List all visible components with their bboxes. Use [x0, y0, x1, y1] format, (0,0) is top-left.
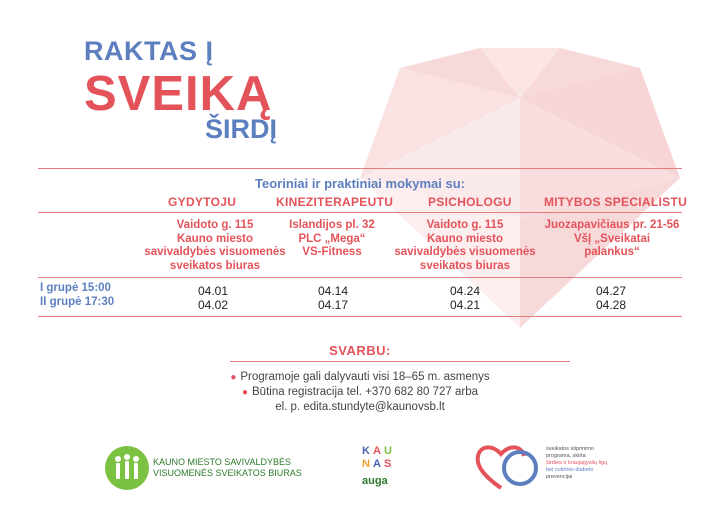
column-header-nutritionist: MITYBOS SPECIALISTU	[544, 195, 688, 209]
subtitle: Teoriniai ir praktiniai mokymai su:	[255, 176, 465, 191]
important-heading: SVARBU:	[329, 343, 391, 358]
svg-text:A: A	[373, 458, 381, 470]
program-line: sveikatos stiprinimo	[546, 446, 594, 452]
column-header-physio: KINEZITERAPEUTU	[276, 195, 394, 209]
title-line-1: RAKTAS Į	[84, 36, 214, 66]
note-age	[0, 371, 720, 383]
address-line: Vaidoto g. 115	[176, 219, 254, 231]
address-physio	[272, 219, 392, 260]
address-line: VšĮ „Sveikatai	[573, 232, 651, 245]
address-line: VS-Fitness	[302, 246, 362, 258]
bullet-icon: ●	[230, 372, 237, 383]
date-physio-group-1: 04.14	[318, 284, 349, 298]
svg-text:N: N	[362, 458, 370, 470]
title-line-3: ŠIRDĮ	[205, 114, 278, 144]
divider-header	[38, 212, 682, 213]
kaunas-auga-logo	[356, 440, 410, 490]
date-psychologist-group-1: 04.24	[450, 284, 481, 298]
column-header-doctor: GYDYTOJU	[168, 195, 237, 209]
note-registration	[0, 386, 720, 398]
date-doctor-group-1: 04.01	[198, 284, 229, 298]
divider-groups	[38, 277, 682, 278]
address-line: Islandijos pl. 32	[289, 219, 375, 231]
address-nutritionist	[537, 219, 687, 260]
email-line[interactable]: el. p. edita.stundyte@kaunovsb.lt	[275, 401, 445, 413]
program-heart-logo-icon	[474, 440, 544, 494]
address-line: Kauno miesto	[176, 232, 254, 245]
address-line: Vaidoto g. 115	[426, 219, 504, 231]
program-logo-text	[546, 446, 607, 481]
svg-text:K: K	[362, 445, 370, 457]
date-psychologist-group-2: 04.21	[450, 298, 481, 312]
group-2-label: II grupė 17:30	[40, 296, 115, 308]
program-line: širdies ir kraujagyslių ligų	[546, 460, 608, 466]
svg-text:U: U	[384, 445, 392, 457]
bureau-logo-icon	[104, 445, 150, 491]
address-line: savivaldybės visuomenės	[144, 246, 286, 258]
address-line: Juozapavičiaus pr. 21-56	[544, 219, 680, 231]
bureau-logo-text	[153, 457, 302, 479]
address-psychologist	[390, 219, 540, 273]
address-line: Kauno miesto	[426, 232, 504, 245]
address-line: palankus“	[584, 246, 640, 258]
note-registration-text: Būtina registracija tel. +370 682 80 727 arba	[252, 386, 479, 398]
date-nutritionist-group-1: 04.27	[596, 284, 627, 298]
title-line-2: SVEIKĄ	[84, 67, 273, 121]
address-line: sveikatos biuras	[419, 259, 511, 272]
kaunas-tag: auga	[362, 475, 388, 487]
note-age-text: Programoje gali dalyvauti visi 18–65 m. asmenys	[240, 371, 490, 383]
divider-top	[38, 168, 682, 169]
bureau-line: VISUOMENĖS SVEIKATOS BIURAS	[153, 468, 302, 478]
bullet-icon: ●	[241, 387, 249, 398]
program-line: bei cukrinio diabeto	[546, 467, 594, 473]
svg-text:S: S	[384, 458, 392, 470]
address-line: savivaldybės visuomenės	[394, 246, 536, 258]
address-line: sveikatos biuras	[169, 259, 261, 272]
bureau-line: KAUNO MIESTO SAVIVALDYBĖS	[153, 457, 292, 467]
group-1-label: I grupė 15:00	[40, 282, 111, 294]
date-nutritionist-group-2: 04.28	[596, 298, 627, 312]
date-doctor-group-2: 04.02	[198, 298, 229, 312]
svg-text:A: A	[373, 445, 381, 457]
date-physio-group-2: 04.17	[318, 298, 349, 312]
program-line: programa, skirta	[546, 453, 586, 459]
address-line: PLC „Mega“	[298, 232, 366, 245]
program-line: prevencijai	[546, 474, 573, 480]
divider-bottom	[38, 316, 682, 317]
important-underline	[230, 361, 570, 362]
column-header-psychologist: PSICHOLOGU	[428, 195, 512, 209]
address-doctor	[140, 219, 290, 273]
